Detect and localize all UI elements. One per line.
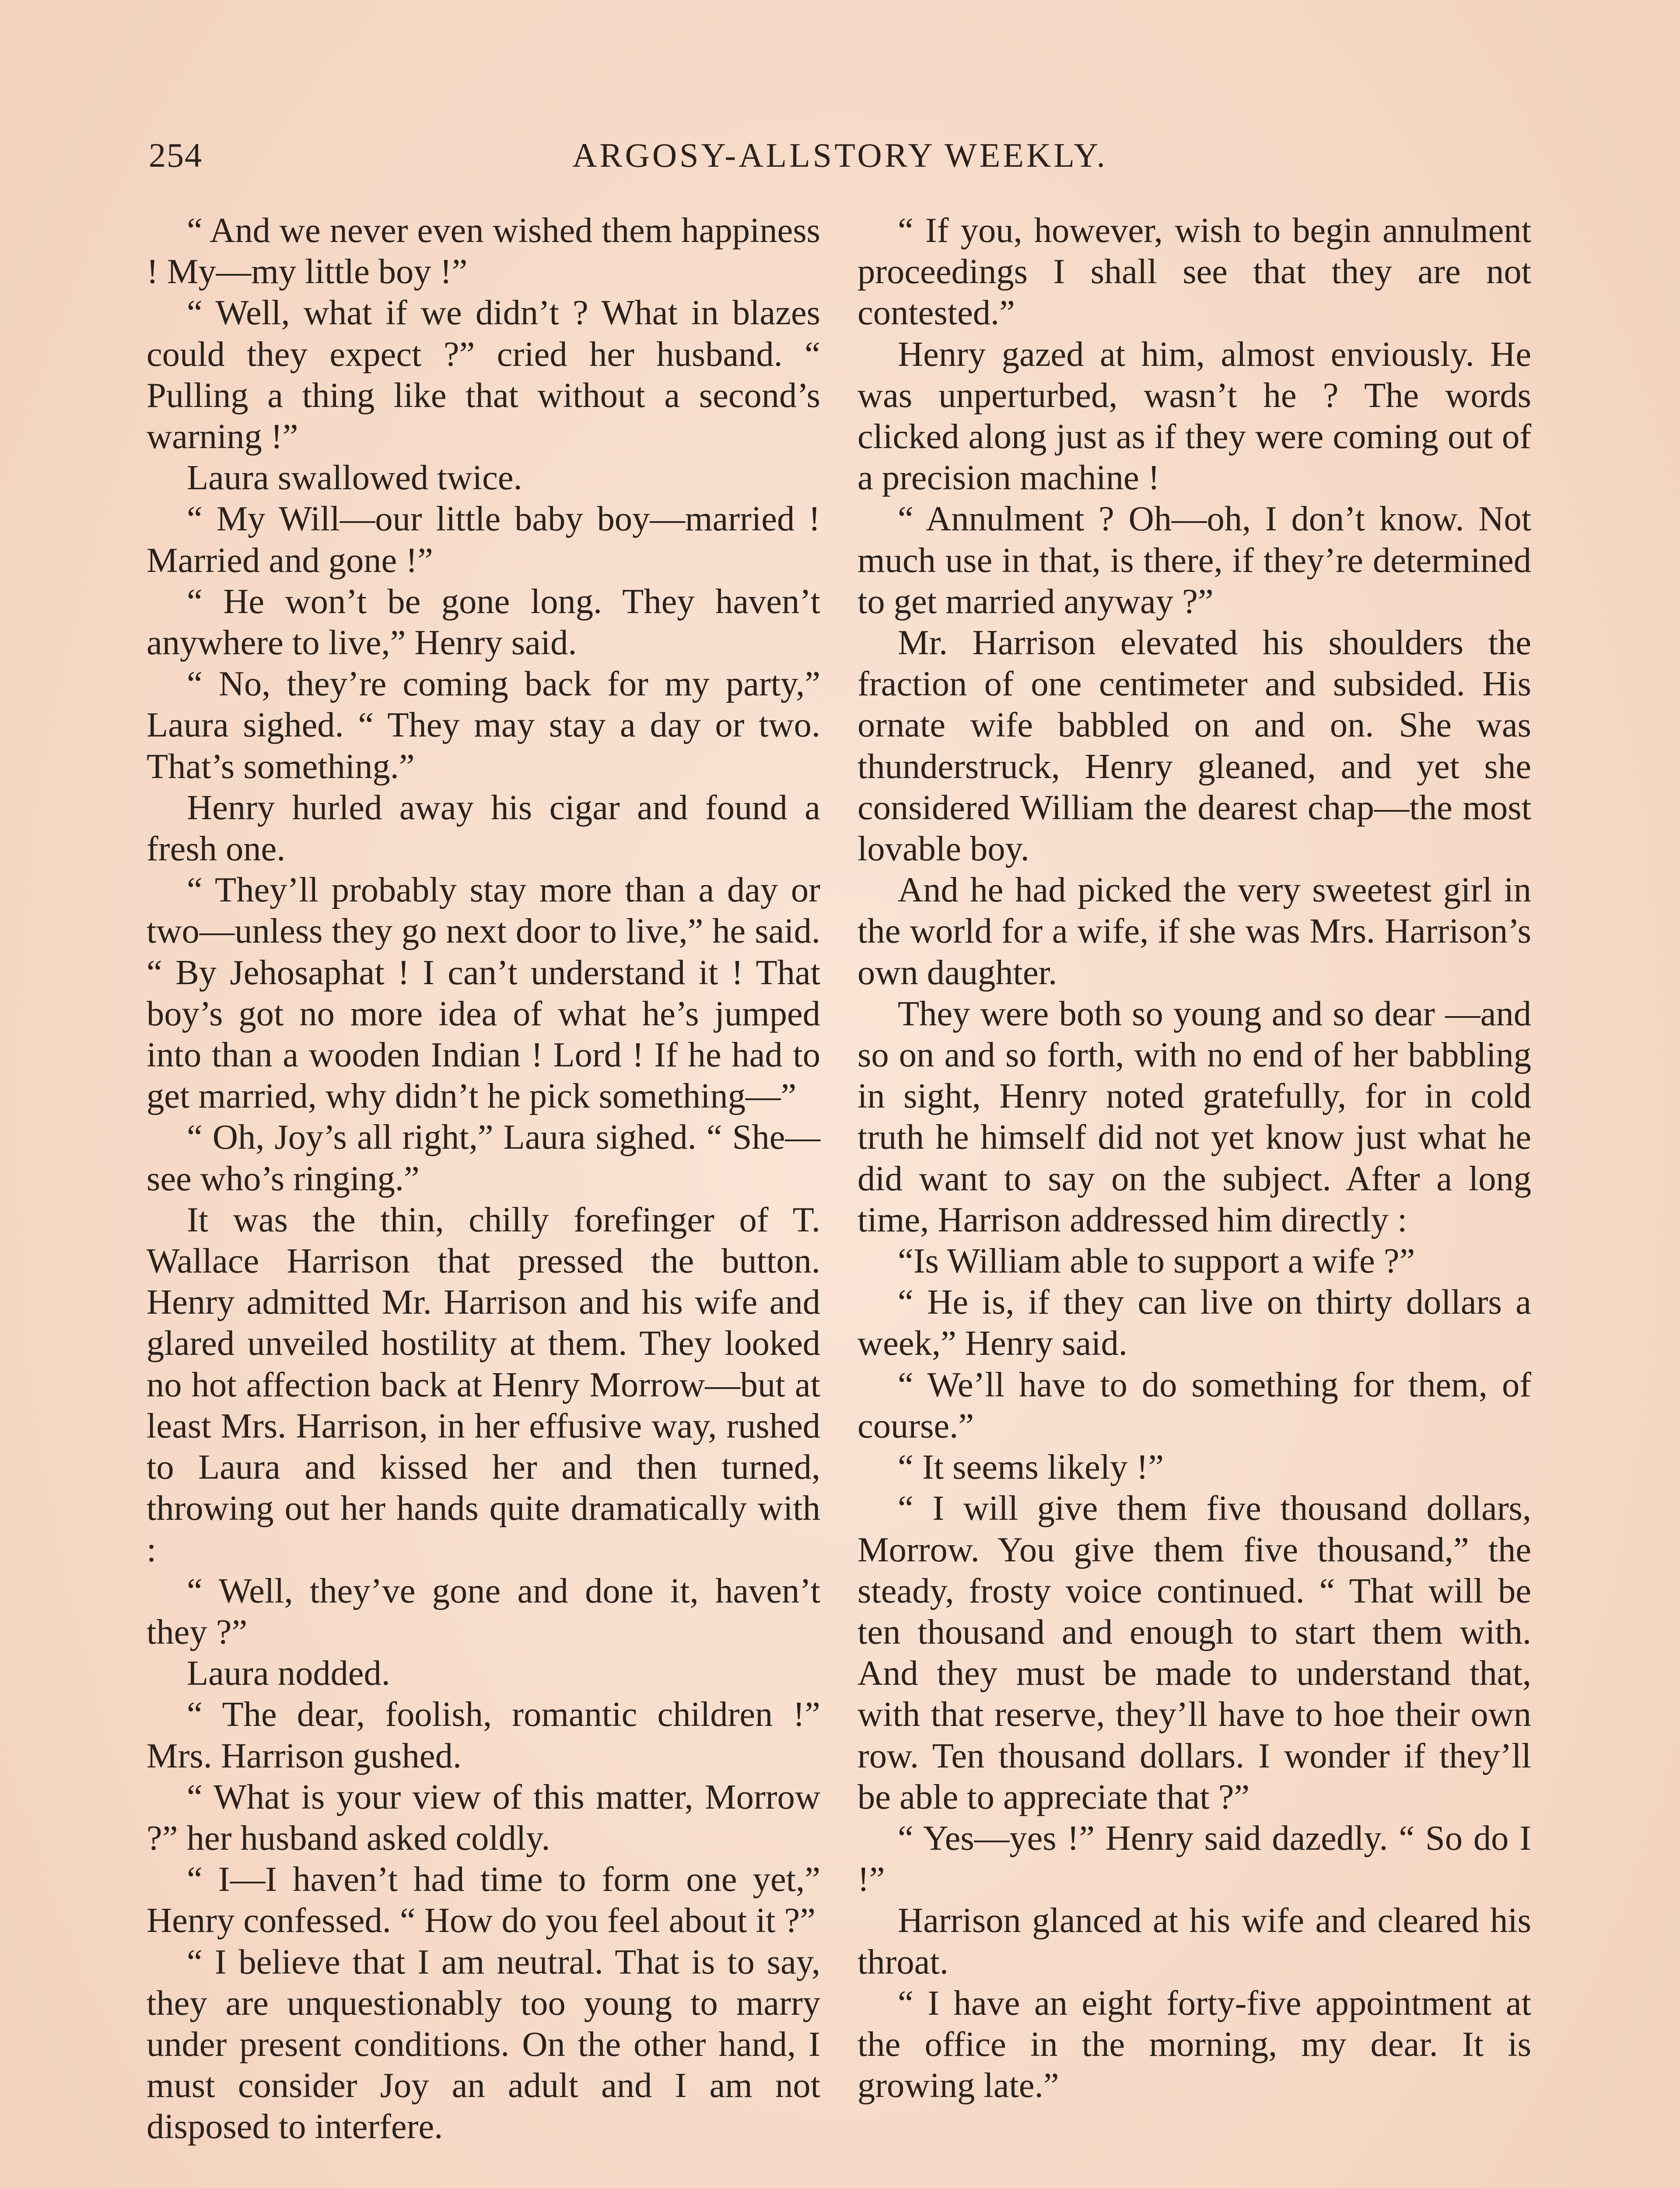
paragraph: Harrison glanced at his wife and cleared his throat.	[858, 1901, 1531, 1981]
paragraph: Henry gazed at him, almost enviously. He was unperturbed, wasn’t he ? The words clicked along just as if they were coming out of a precision machine !	[858, 334, 1531, 498]
paragraph: “ Yes—yes !” Henry said dazedly. “ So do I !”	[858, 1818, 1531, 1899]
paragraph: “ Well, they’ve gone and done it, haven’t they ?”	[147, 1571, 820, 1652]
paragraph: “ The dear, foolish, romantic children !” Mrs. Harrison gushed.	[147, 1695, 820, 1775]
paragraph: “ It seems likely !”	[898, 1448, 1164, 1487]
paragraph: “ I will give them five thousand dollars, Morrow. You give them five thousand,” the steady, frosty voice continued. “ That will be ten thousand and enough to start them with. And they must be made to understand that, with that reserve, they’ll have to hoe their own row. Ten thousand dollars. I wonder if they’ll be able to appreciate that ?”	[858, 1489, 1531, 1816]
paragraph: “ If you, however, wish to begin annulment proceedings I shall see that they are not contested.”	[858, 211, 1531, 333]
right-column	[858, 210, 1531, 2106]
paragraph: “ We’ll have to do something for them, of course.”	[858, 1365, 1531, 1445]
paragraph: “ Oh, Joy’s all right,” Laura sighed. “ She—see who’s ringing.”	[147, 1118, 820, 1198]
page-number: 254	[149, 136, 203, 174]
running-head: ARGOSY-ALLSTORY WEEKLY.	[572, 136, 1108, 174]
paragraph: “ No, they’re coming back for my party,” Laura sighed. “ They may stay a day or two. That’s something.”	[147, 664, 820, 786]
paragraph: “ I—I haven’t had time to form one yet,” Henry confessed. “ How do you feel about it ?”	[147, 1860, 820, 1940]
paragraph: “ And we never even wished them happiness ! My—my little boy !”	[147, 211, 820, 291]
paragraph: It was the thin, chilly forefinger of T. Wallace Harrison that pressed the button. Henry admitted Mr. Harrison and his wife and glared unveiled hostility at them. They looked no hot affection back at Henry Morrow—but at least Mrs. Harrison, in her effusive way, rushed to Laura and kissed her and then turned, throwing out her hands quite dramatically with :	[147, 1200, 820, 1569]
paragraph: “ Well, what if we didn’t ? What in blazes could they expect ?” cried her husband. “ Pulling a thing like that without a second’s warning !”	[147, 293, 820, 456]
paragraph: “ He won’t be gone long. They haven’t anywhere to live,” Henry said.	[147, 582, 820, 663]
paragraph: “ My Will—our little baby boy—married ! Married and gone !”	[147, 499, 820, 580]
paragraph: Laura nodded.	[187, 1654, 390, 1693]
paragraph: “ What is your view of this matter, Morrow ?” her husband asked coldly.	[147, 1777, 820, 1858]
paragraph: And he had picked the very sweetest girl in the world for a wife, if she was Mrs. Harrison’s own daughter.	[858, 870, 1531, 992]
paragraph: “ They’ll probably stay more than a day or two—unless they go next door to live,” he said. “ By Jehosaphat ! I can’t understand it ! That boy’s got no more idea of what he’s jumped into than a wooden Indian ! Lord ! If he had to get married, why didn’t he pick something—”	[147, 870, 820, 1116]
page-header	[149, 131, 1531, 179]
paragraph: Laura swallowed twice.	[187, 458, 522, 498]
left-column	[147, 210, 820, 2148]
paragraph: Mr. Harrison elevated his shoulders the fraction of one centimeter and subsided. His ornate wife babbled on and on. She was thunderstruck, Henry gleaned, and yet she considered William the dearest chap—the most lovable boy.	[858, 623, 1531, 869]
paragraph: “Is William able to support a wife ?”	[898, 1241, 1415, 1281]
paragraph: They were both so young and so dear —and so on and so forth, with no end of her babbling in sight, Henry noted gratefully, for in cold truth he himself did not yet know just what he did want to say on the subject. After a long time, Harrison addressed him directly :	[858, 994, 1531, 1239]
paragraph: Henry hurled away his cigar and found a fresh one.	[147, 788, 820, 869]
paragraph: “ I believe that I am neutral. That is to say, they are unquestionably too young to marry under present conditions. On the other hand, I must consider Joy an adult and I am not disposed to interfere.	[147, 1942, 820, 2146]
paragraph: “ I have an eight forty-five appointment at the office in the morning, my dear. It is growing late.”	[858, 1983, 1531, 2105]
paragraph: “ Annulment ? Oh—oh, I don’t know. Not much use in that, is there, if they’re determined to get married anyway ?”	[858, 499, 1531, 621]
paragraph: “ He is, if they can live on thirty dollars a week,” Henry said.	[858, 1283, 1531, 1363]
